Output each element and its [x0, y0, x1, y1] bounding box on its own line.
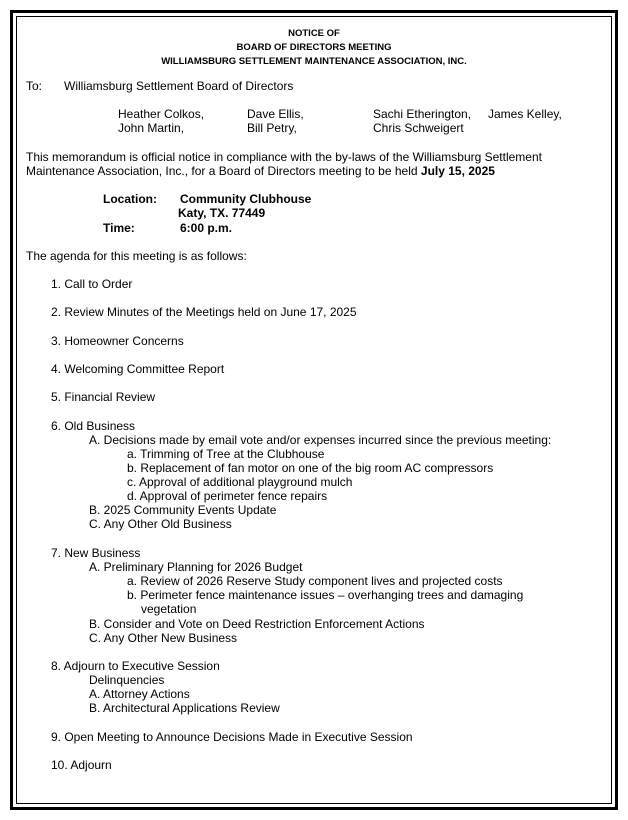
agenda-subsubitem-continued: vegetation [141, 602, 197, 616]
agenda-subitem: Delinquencies [89, 673, 165, 687]
agenda-subitem: A. Attorney Actions [89, 687, 190, 701]
agenda-subsubitem: d. Approval of perimeter fence repairs [127, 489, 328, 503]
agenda-item: 4. Welcoming Committee Report [51, 362, 225, 376]
agenda-item: 5. Financial Review [51, 390, 156, 404]
director-name: James Kelley, [488, 107, 562, 121]
agenda-subitem: B. 2025 Community Events Update [89, 503, 277, 517]
director-name: Bill Petry, [247, 121, 297, 135]
memo-line-2-text: Maintenance Association, Inc., for a Board of Directors meeting to be held [26, 164, 421, 178]
director-name: John Martin, [118, 121, 185, 135]
director-name: Chris Schweigert [373, 121, 464, 135]
time-label: Time: [103, 221, 135, 235]
director-name: Heather Colkos, [118, 107, 205, 121]
memo-line-2 [26, 164, 495, 178]
memo-line-1: This memorandum is official notice in compliance with the by-laws of the Williamsburg Settlement [26, 150, 542, 164]
agenda-subsubitem: a. Review of 2026 Reserve Study component lives and projected costs [127, 574, 503, 588]
agenda-subsubitem: b. Replacement of fan motor on one of the big room AC compressors [127, 461, 494, 475]
agenda-subitem: C. Any Other New Business [89, 631, 238, 645]
header-line-3: WILLIAMSBURG SETTLEMENT MAINTENANCE ASSOCIATION, INC. [161, 56, 467, 67]
meeting-date: July 15, 2025 [420, 164, 495, 178]
to-value: Williamsburg Settlement Board of Directors [64, 79, 294, 93]
agenda-intro: The agenda for this meeting is as follows: [26, 249, 247, 263]
time-value: 6:00 p.m. [180, 221, 233, 235]
agenda-item: 8. Adjourn to Executive Session [51, 659, 220, 673]
agenda-item: 10. Adjourn [51, 758, 112, 772]
header-line-2: BOARD OF DIRECTORS MEETING [236, 42, 392, 53]
agenda-subsubitem: b. Perimeter fence maintenance issues – overhanging trees and damaging [127, 588, 524, 602]
agenda-item: 6. Old Business [51, 419, 136, 433]
agenda-subitem: A. Decisions made by email vote and/or expenses incurred since the previous meeting: [89, 433, 552, 447]
header-line-1: NOTICE OF [288, 28, 340, 39]
location-city: Katy, TX. 77449 [178, 206, 266, 220]
agenda-item: 7. New Business [51, 546, 141, 560]
agenda-subsubitem: a. Trimming of Tree at the Clubhouse [127, 447, 325, 461]
agenda-subitem: B. Architectural Applications Review [89, 701, 280, 715]
agenda-item: 2. Review Minutes of the Meetings held on June 17, 2025 [51, 305, 357, 319]
agenda-subitem: B. Consider and Vote on Deed Restriction Enforcement Actions [89, 617, 425, 631]
director-name: Sachi Etherington, [373, 107, 472, 121]
agenda-subsubitem: c. Approval of additional playground mulch [127, 475, 353, 489]
to-label: To: [26, 79, 43, 93]
agenda-item: 1. Call to Order [51, 277, 133, 291]
agenda-subitem: C. Any Other Old Business [89, 517, 232, 531]
location-value: Community Clubhouse [180, 192, 312, 206]
agenda-item: 3. Homeowner Concerns [51, 334, 184, 348]
location-label: Location: [103, 192, 157, 206]
agenda-item: 9. Open Meeting to Announce Decisions Made in Executive Session [51, 730, 413, 744]
agenda-subitem: A. Preliminary Planning for 2026 Budget [89, 560, 303, 574]
director-name: Dave Ellis, [247, 107, 304, 121]
